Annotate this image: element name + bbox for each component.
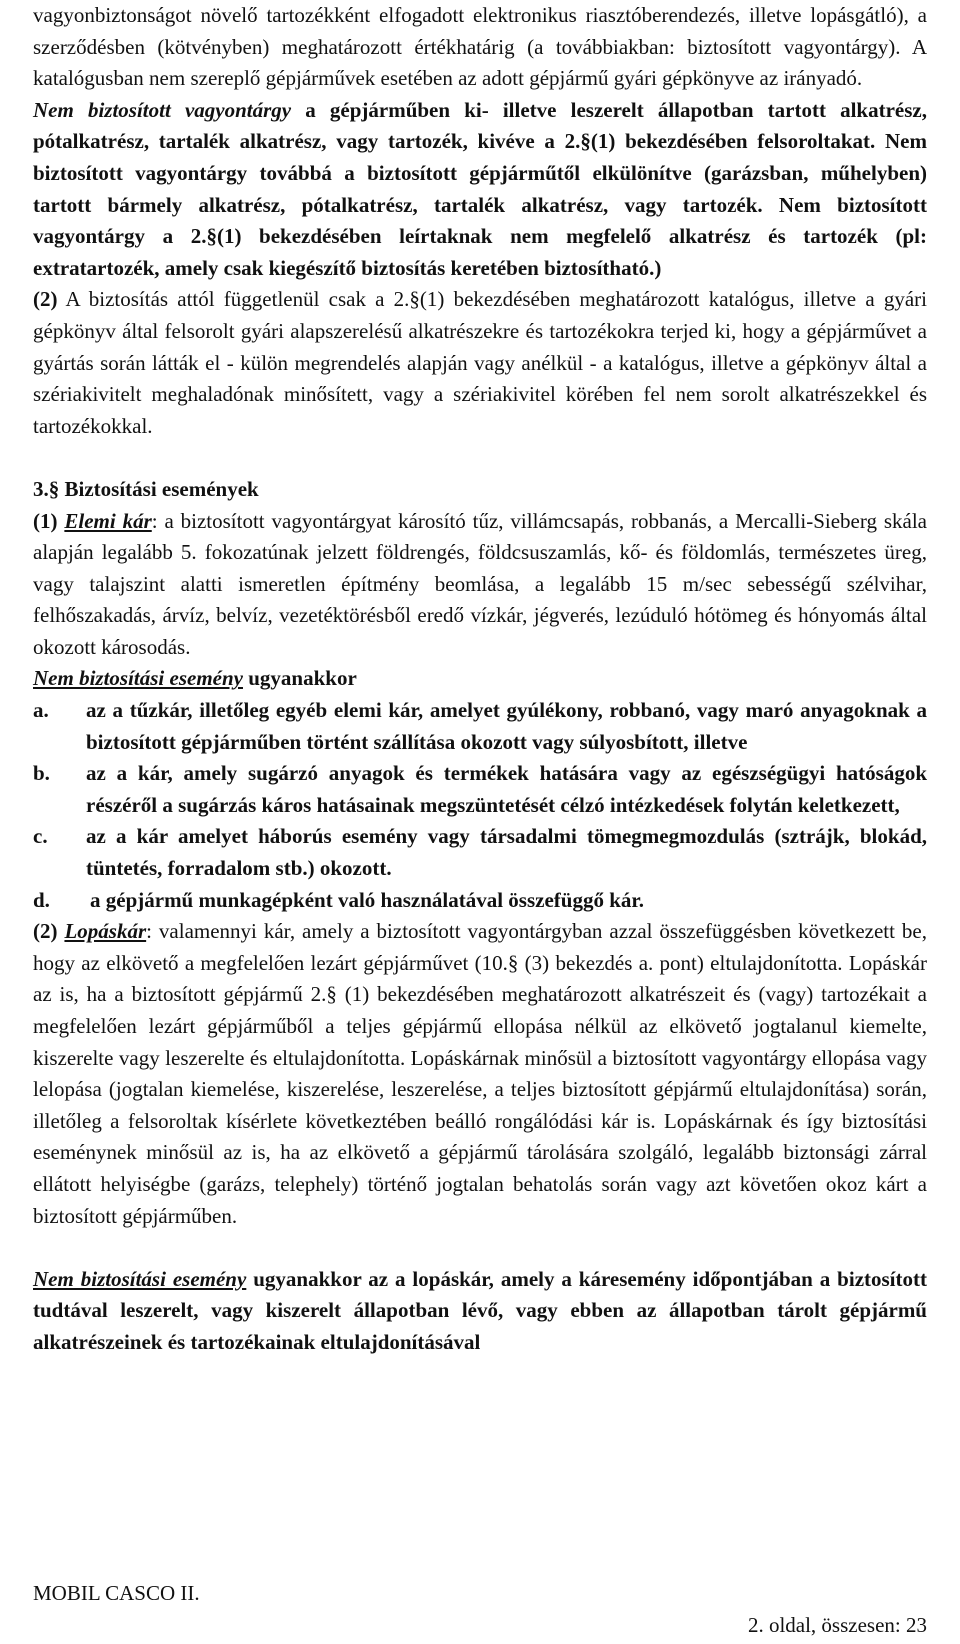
paragraph-text: a gépjárműben ki- illetve leszerelt állapotban tartott alkatrész, pótalkatrész, tartalék alkatrész, vagy tartozék, kivéve a 2.	[33, 97, 927, 154]
section-heading-biztositasi-esemenyek	[33, 474, 927, 506]
list-item-label: b.	[33, 761, 50, 786]
term-elemi-kar: Elemi kár	[64, 508, 152, 533]
list-item-label: a.	[33, 698, 49, 723]
list-item	[33, 758, 927, 821]
paragraph-text: ugyanakkor az a lopáskár, amely a káresemény időpontjában a biztosított tudtával leszerelt, vagy kiszerelt állapotban lévő, vagy ebben az állapotban tárolt gépjármű alkatrészeinek és tartozékainak eltulajdonításával	[33, 1266, 927, 1354]
paragraph-text: : a biztosított vagyontárgyat károsító tűz, villámcsapás, robbanás, a Mercalli-Sieberg skála alapján legalább 5. fokozatúnak jelzett földrengés, földcsuszamlás, kő- és földomlás, természetes üreg, vagy talajszint alatti ismeretlen építmény beomlása, a legalább 15 m/sec sebességű szélvihar, felhőszakadás, árvíz, belvíz, vezetéktörésből eredő vízkár, jégverés, lezúduló hótömeg és hónyomás által okozott károsodás.	[33, 508, 927, 659]
section-sign: §	[580, 129, 591, 154]
list-item-label: d.	[33, 887, 50, 912]
spacer	[33, 442, 927, 474]
clause-number: (2)	[33, 287, 58, 312]
paragraph-text: vagyonbiztonságot növelő tartozékként elfogadott elektronikus riasztóberendezés, illetve lopásgátló), a szerződésben (kötvényben) meghatározott értékhatárig (a továbbiakban: biztosított vagyontárgy). A katalógusban nem szereplő gépjárművek esetében az adott gépjármű gyári gépkönyve az irányadó.	[33, 3, 927, 91]
list-item-label: c.	[33, 824, 48, 849]
paragraph-text: (3) bekezdés a. pont) eltulajdonította. Lopáskár az is, ha a biztosított gépjármű 2.	[33, 950, 927, 1007]
section-sign: §	[326, 982, 337, 1007]
paragraph-text: : valamennyi kár, amely a biztosított vagyontárgyban azzal összefüggésben következett be, hogy az elkövető a megfelelően lezárt gépjárművet (10.	[33, 919, 927, 975]
section-sign: §	[507, 950, 519, 975]
paragraph-vagyontargy-definition	[33, 0, 927, 95]
paragraph-text: (1) bekezdésében meghatározott katalógus, illetve a gyári gépkönyv által felsorolt gyári alapszerelésű alkatrészekre és tartozékokra terjed ki, hogy a gépjárművet a gyártás során látták el - külön megrendelés alapján vagy anélkül - a katalógus, illetve a gépkönyv által a szériakivitelt meghaladónak minősített, vagy a szériakivitel körében fel nem sorolt alkatrészekkel és tartozékokkal.	[33, 287, 927, 438]
section-number: 3.	[33, 476, 49, 501]
section-sign: §	[48, 476, 60, 501]
paragraph-nem-biztositott-vagyontargy	[33, 95, 927, 285]
paragraph-text: ugyanakkor	[242, 666, 357, 691]
paragraph-nem-biztositasi-esemeny-1	[33, 663, 927, 695]
section-title: Biztosítási események	[64, 476, 259, 501]
footer-page-number: 2. oldal, összesen: 23	[747, 1613, 927, 1637]
term-nem-biztositasi-esemeny: Nem biztosítási esemény	[33, 1266, 247, 1291]
paragraph-text: (1) bekezdésében meghatározott alkatrészeit és (vagy) tartozékait a megfelelően lezárt gépjárműből a teljes gépjármű ellopása nélkül az elkövető jogtalanul kiemelte, kiszerelte vagy leszerelte és eltulajdonította. Lopáskárnak minősül a biztosított vagyontárgy ellopása vagy lelopása (jogtalan kiemelése, kiszerelése, leszerelése, a teljes biztosított gépjármű eltulajdonítása) során, illetőleg a felsoroltak kísérlete következtében beálló rongálódási kár is. Lopáskárnak és így biztosítási eseménynek minősül az is, ha az elkövető a gépjármű tárolására szolgáló, legalább biztonsági zárral ellátott helyiségbe (garázs, telephely) történő jogtalan behatolás során vagy azt követően okoz kárt a biztosított gépjárműben.	[33, 982, 927, 1228]
list-item	[33, 885, 927, 917]
list-item-text: az a kár, amely sugárzó anyagok és termékek hatására vagy az egészségügyi hatóságok részéről a sugárzás káros hatásainak megszüntetését célzó intézkedések folytán keletkezett,	[86, 761, 927, 817]
section-sign: §	[409, 287, 420, 312]
list-item	[33, 821, 927, 884]
footer-document-title: MOBIL CASCO II.	[33, 1581, 200, 1605]
paragraph-elemi-kar	[33, 506, 927, 664]
list-item-text: a gépjármű munkagépként való használatával összefüggő kár.	[90, 887, 645, 912]
paragraph-text: A biztosítás attól függetlenül csak a 2.	[57, 287, 410, 312]
paragraph-lopaskar	[33, 916, 927, 1232]
paragraph-biztositas-kiterjed	[33, 284, 927, 442]
page-footer	[33, 1578, 927, 1644]
paragraph-nem-biztositasi-esemeny-2	[33, 1264, 927, 1359]
clause-number: (1)	[33, 508, 58, 533]
list-item-text: az a tűzkár, illetőleg egyéb elemi kár, amelyet gyúlékony, robbanó, vagy maró anyagoknak a biztosított gépjárműben történt szállítása okozott vagy súlyosbított, illetve	[86, 698, 927, 754]
list-item	[33, 695, 927, 758]
spacer	[33, 1232, 927, 1264]
list-item-text: az a kár amelyet háborús esemény vagy társadalmi tömegmegmozdulás (sztrájk, blokád, tüntetés, forradalom stb.) okozott.	[86, 824, 927, 881]
term-nem-biztositott-vagyontargy: Nem biztosított vagyontárgy	[33, 97, 292, 122]
section-sign: §	[206, 224, 217, 249]
paragraph-text: (1) bekezdésében leírtaknak nem megfelelő alkatrész és tartozék (pl: extratartozék, amely csak kiegészítő biztosítás keretében biztosítható.)	[33, 224, 927, 280]
term-nem-biztositasi-esemeny: Nem biztosítási esemény	[33, 666, 243, 691]
paragraph-text: (1) bekezdésében felsoroltakat. Nem biztosított vagyontárgy továbbá a biztosított gépjárműtől elkülönítve (garázsban, műhelyben) tartott bármely alkatrész, pótalkatrész, tartalék alkatrész, vagy tartozék. Nem biztosított vagyontárgy a 2.	[33, 129, 927, 249]
term-lopaskar: Lopáskár	[64, 919, 147, 944]
clause-number: (2)	[33, 919, 58, 944]
